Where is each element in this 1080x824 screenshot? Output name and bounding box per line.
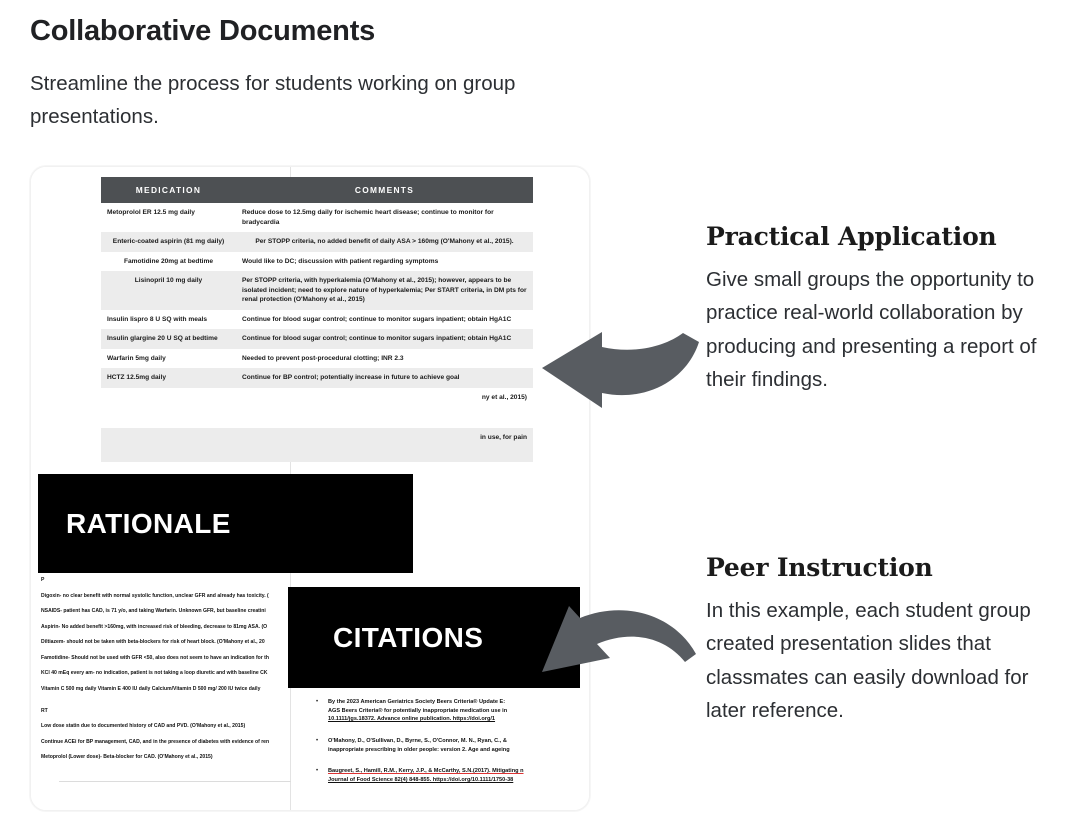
table-row — [101, 271, 533, 310]
rationale-note-line: Vitamin C 500 mg daily Vitamin E 400 IU daily Calcium/Vitamin D 500 mg/ 200 IU twice daily — [41, 686, 261, 693]
practical-application-body: Give small groups the opportunity to practice real-world collaboration by producing and presenting a report of their findings. — [706, 268, 1037, 392]
curved-arrow-downleft-icon — [524, 596, 699, 678]
page-subtitle: Streamline the process for students working on group presentations. — [30, 71, 516, 128]
rationale-note-line: Diltiazem- should not be taken with beta-blockers for risk of heart block. (O'Mahony et al., 20 — [41, 639, 265, 646]
citations-label-text: CITATIONS — [333, 621, 484, 653]
medication-table — [101, 177, 533, 462]
cell-comments: in use, for pain — [236, 428, 533, 462]
citation-line: By the 2023 American Geriatrics Society Beers Criteria® Update E: — [328, 699, 506, 705]
cell-medication: HCTZ 12.5mg daily — [101, 368, 236, 388]
cell-comments: Needed to prevent post-procedural clotting; INR 2.3 — [236, 349, 533, 369]
rationale-note-line: Famotidine- Should not be used with GFR <50, also does not seem to have an indication for th — [41, 654, 269, 661]
rationale-note-line: Digoxin- no clear benefit with normal systolic function, unclear GFR and already has toxicity. ( — [41, 592, 269, 599]
column-header-comments: COMMENTS — [236, 177, 533, 203]
cell-medication: Warfarin 5mg daily — [101, 349, 236, 369]
cell-comments: Would like to DC; discussion with patient regarding symptoms — [236, 252, 533, 272]
citation-line: inappropriate prescribing in older people: version 2. Age and ageing — [328, 746, 510, 753]
citation-entry — [328, 698, 507, 724]
table-row — [101, 203, 533, 232]
peer-instruction-heading: Peer Instruction — [706, 553, 933, 582]
cell-medication — [101, 428, 236, 462]
rationale-note-line: KCl 40 mEq every am- no indication, patient is not taking a loop diuretic and with baseline CK — [41, 670, 268, 677]
citation-line: AGS Beers Criteria® for potentially inappropriate medication use in — [328, 707, 508, 714]
rationale-note-line: Low dose statin due to documented history of CAD and PVD. (O'Mahony et al., 2015) — [41, 723, 246, 730]
table-header-row — [101, 177, 533, 203]
citation-entry — [328, 767, 524, 784]
citation-line: O'Mahony, D., O'Sullivan, D., Byrne, S., O'Connor, M. N., Ryan, C., & — [328, 737, 507, 744]
peer-instruction-body: In this example, each student group created presentation slides that classmates can easily download for later reference. — [706, 599, 1031, 723]
cell-medication: Enteric-coated aspirin (81 mg daily) — [101, 232, 236, 252]
bullet-icon: • — [315, 737, 319, 744]
cell-comments: Reduce dose to 12.5mg daily for ischemic heart disease; continue to monitor for bradycardia — [236, 203, 533, 232]
curved-arrow-left-icon — [536, 330, 701, 408]
cell-medication: Insulin lispro 8 U SQ with meals — [101, 310, 236, 330]
cell-medication: Famotidine 20mg at bedtime — [101, 252, 236, 272]
citation-line[interactable]: 10.1111/jgs.18372. Advance online publication. https://doi.org/1 — [328, 716, 496, 723]
cell-comments: Continue for BP control; potentially increase in future to achieve goal — [236, 368, 533, 388]
page-title: Collaborative Documents — [30, 15, 376, 47]
citation-line: Baugreet, S., Hamill, R.M., Kerry, J.P., & McCarthy, S.N.(2017). Mitigating n — [328, 768, 524, 775]
cell-medication: Insulin glargine 20 U SQ at bedtime — [101, 329, 236, 349]
rationale-note-line: Aspirin- No added benefit >160mg, with increased risk of bleeding, decrease to 81mg ASA. (O — [41, 623, 268, 630]
practical-application-heading: Practical Application — [706, 222, 997, 251]
bullet-icon: • — [315, 768, 319, 775]
cell-comments: Continue for blood sugar control; continue to monitor sugars inpatient; obtain HgA1C — [236, 310, 533, 330]
cell-comments: ny et al., 2015) — [236, 388, 533, 428]
rationale-note-line: NSAIDS- patient has CAD, is 71 y/o, and taking Warfarin. Unknown GFR, but baseline creatini — [41, 608, 266, 615]
practical-application-block — [706, 222, 1054, 397]
citation-entry — [328, 737, 510, 754]
cell-comments: Per STOPP criteria, with hyperkalemia (O'Mahony et al., 2015); however, appears to be isolated incident; need to explore nature of hyperkalemia; Per START criteria, in DM pts for renal protection (O'Mahony et al., 2015) — [236, 271, 533, 310]
table-row — [101, 388, 533, 428]
divider — [59, 781, 291, 782]
table-row — [101, 368, 533, 388]
cell-comments: Continue for blood sugar control; continue to monitor sugars inpatient; obtain HgA1C — [236, 329, 533, 349]
intro-block — [30, 14, 630, 133]
cell-medication: Metoprolol ER 12.5 mg daily — [101, 203, 236, 232]
rationale-note-line: Metoprolol (Lower dose)- Beta-blocker for CAD. (O'Mahony et al., 2015) — [41, 754, 213, 761]
cell-comments: Per STOPP criteria, no added benefit of daily ASA > 160mg (O'Mahony et al., 2015). — [236, 232, 533, 252]
list-item — [306, 737, 590, 754]
rationale-notes — [37, 577, 289, 771]
table-row — [101, 349, 533, 369]
cell-medication: Lisinopril 10 mg daily — [101, 271, 236, 310]
rationale-label-text: RATIONALE — [66, 507, 231, 539]
table-row — [101, 428, 533, 462]
list-item — [306, 698, 590, 724]
rationale-label-overlay — [38, 474, 413, 573]
rationale-note-line: Continue ACEi for BP management, CAD, and in the presence of diabetes with evidence of ren — [41, 738, 270, 745]
table-row — [101, 310, 533, 330]
rationale-notes-heading: P — [41, 577, 45, 583]
table-row — [101, 329, 533, 349]
bullet-icon: • — [315, 699, 319, 705]
column-header-medication: MEDICATION — [101, 177, 236, 203]
table-row — [101, 232, 533, 252]
citation-list — [306, 698, 590, 798]
table-row — [101, 252, 533, 272]
rationale-section-heading: RT — [41, 707, 48, 714]
cell-medication — [101, 388, 236, 428]
peer-instruction-block — [706, 553, 1054, 728]
citation-line[interactable]: Journal of Food Science 82(4) 848-855. https://doi.org/10.1111/1750-38 — [328, 776, 514, 783]
list-item — [306, 767, 590, 784]
